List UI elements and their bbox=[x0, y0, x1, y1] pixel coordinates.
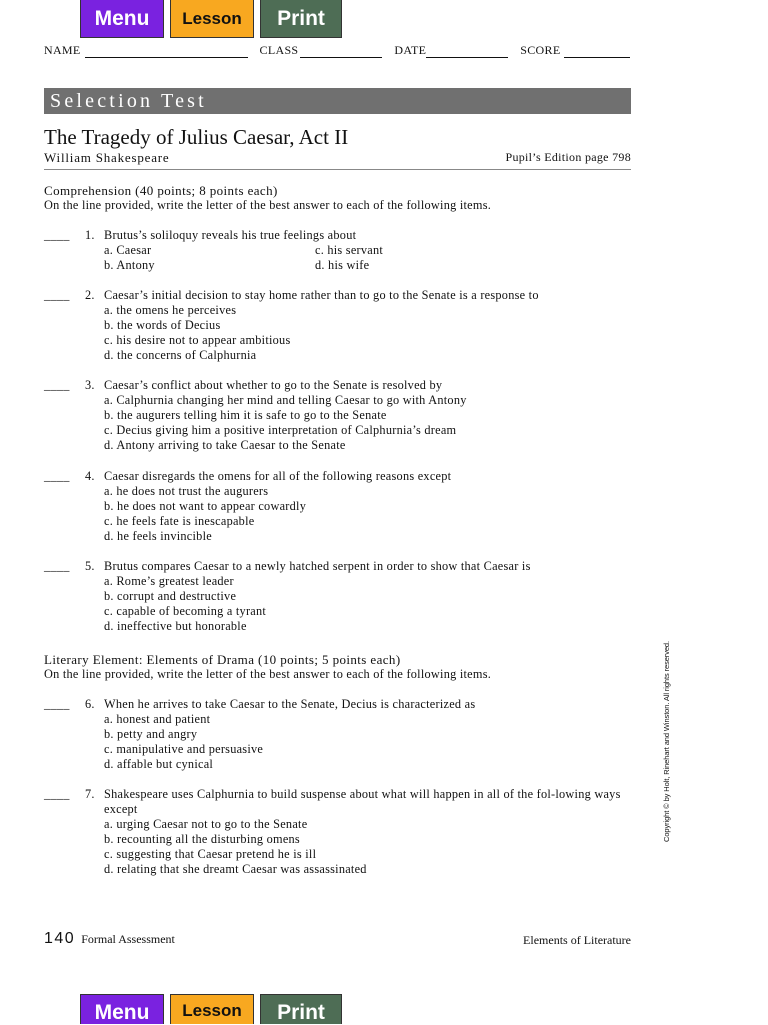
section-heading-comprehension: Comprehension (40 points; 8 points each) bbox=[44, 183, 278, 198]
question-number: 3. bbox=[85, 378, 95, 392]
question-number: 1. bbox=[85, 228, 95, 242]
lesson-button[interactable]: Lesson bbox=[170, 994, 254, 1024]
section-instructions-comprehension: On the line provided, write the letter of the best answer to each of the following items. bbox=[44, 198, 492, 212]
choice-a: a. the omens he perceives bbox=[104, 303, 237, 317]
menu-button[interactable]: Menu bbox=[80, 0, 164, 38]
author-row bbox=[44, 150, 631, 166]
footer-label: Formal Assessment bbox=[81, 932, 175, 946]
choice-a: a. Calphurnia changing her mind and telling Caesar to go with Antony bbox=[104, 393, 467, 407]
choice-c: c. manipulative and persuasive bbox=[104, 742, 264, 756]
student-info-row bbox=[44, 43, 634, 58]
question-7 bbox=[44, 787, 644, 877]
question-4 bbox=[44, 469, 644, 544]
choice-c: c. Decius giving him a positive interpretation of Calphurnia’s dream bbox=[104, 423, 457, 437]
question-number: 2. bbox=[85, 288, 95, 302]
answer-blank[interactable]: ____ bbox=[44, 288, 70, 302]
score-line bbox=[564, 45, 630, 58]
section-instructions-drama: On the line provided, write the letter of the best answer to each of the following items. bbox=[44, 667, 492, 681]
name-line bbox=[85, 45, 248, 58]
choice-b: b. Antony bbox=[104, 258, 155, 272]
choice-c: c. capable of becoming a tyrant bbox=[104, 604, 267, 618]
answer-blank[interactable]: ____ bbox=[44, 787, 70, 801]
question-stem: Caesar’s conflict about whether to go to the Senate is resolved by bbox=[104, 378, 443, 392]
choice-c: c. his servant bbox=[315, 243, 384, 257]
choice-a: a. honest and patient bbox=[104, 712, 211, 726]
choice-c: c. suggesting that Caesar pretend he is ill bbox=[104, 847, 317, 861]
choice-d: d. the concerns of Calphurnia bbox=[104, 348, 257, 362]
question-number: 5. bbox=[85, 559, 95, 573]
footer-left bbox=[44, 930, 175, 948]
question-number: 4. bbox=[85, 469, 95, 483]
choice-a: a. he does not trust the augurers bbox=[104, 484, 269, 498]
question-number: 7. bbox=[85, 787, 95, 801]
choice-b: b. petty and angry bbox=[104, 727, 198, 741]
answer-blank[interactable]: ____ bbox=[44, 559, 70, 573]
choice-a: a. Caesar bbox=[104, 243, 152, 257]
question-stem: Brutus’s soliloquy reveals his true feelings about bbox=[104, 228, 357, 242]
choice-c: c. his desire not to appear ambitious bbox=[104, 333, 291, 347]
top-nav bbox=[80, 0, 342, 38]
choice-d: d. he feels invincible bbox=[104, 529, 212, 543]
choice-c: c. he feels fate is inescapable bbox=[104, 514, 255, 528]
answer-blank[interactable]: ____ bbox=[44, 378, 70, 392]
question-stem: When he arrives to take Caesar to the Senate, Decius is characterized as bbox=[104, 697, 476, 711]
question-number: 6. bbox=[85, 697, 95, 711]
date-label: DATE bbox=[394, 43, 427, 57]
question-stem: Caesar’s initial decision to stay home rather than to go to the Senate is a response to bbox=[104, 288, 539, 302]
page-title: The Tragedy of Julius Caesar, Act II bbox=[44, 125, 349, 149]
choice-d: d. his wife bbox=[315, 258, 370, 272]
choice-b: b. he does not want to appear cowardly bbox=[104, 499, 307, 513]
choice-b: b. the words of Decius bbox=[104, 318, 221, 332]
answer-blank[interactable]: ____ bbox=[44, 228, 70, 242]
choice-b: b. corrupt and destructive bbox=[104, 589, 237, 603]
print-button[interactable]: Print bbox=[260, 0, 342, 38]
bottom-nav bbox=[80, 994, 342, 1024]
choice-b: b. recounting all the disturbing omens bbox=[104, 832, 300, 846]
divider bbox=[44, 169, 631, 170]
answer-blank[interactable]: ____ bbox=[44, 469, 70, 483]
answer-blank[interactable]: ____ bbox=[44, 697, 70, 711]
copyright-notice: Copyright © by Holt, Rinehart and Winston. All rights reserved. bbox=[662, 641, 671, 842]
class-label: CLASS bbox=[259, 43, 299, 57]
date-line bbox=[426, 45, 508, 58]
choice-d: d. affable but cynical bbox=[104, 757, 214, 771]
score-label: SCORE bbox=[520, 43, 561, 57]
section-heading-drama: Literary Element: Elements of Drama (10 points; 5 points each) bbox=[44, 652, 401, 667]
choice-b: b. the augurers telling him it is safe to go to the Senate bbox=[104, 408, 387, 422]
question-2 bbox=[44, 288, 644, 363]
question-stem: Brutus compares Caesar to a newly hatched serpent in order to show that Caesar is bbox=[104, 559, 531, 573]
class-line bbox=[300, 45, 382, 58]
choice-d: d. relating that she dreamt Caesar was assassinated bbox=[104, 862, 367, 876]
choice-d: d. ineffective but honorable bbox=[104, 619, 247, 633]
selection-test-banner: Selection Test bbox=[44, 88, 631, 114]
question-3 bbox=[44, 378, 644, 453]
choice-a: a. Rome’s greatest leader bbox=[104, 574, 234, 588]
lesson-button[interactable]: Lesson bbox=[170, 0, 254, 38]
question-6 bbox=[44, 697, 644, 772]
name-label: NAME bbox=[44, 43, 81, 57]
question-5 bbox=[44, 559, 644, 634]
edition-page: Pupil’s Edition page 798 bbox=[505, 150, 631, 164]
choice-a: a. urging Caesar not to go to the Senate bbox=[104, 817, 308, 831]
page-number: 140 bbox=[44, 930, 76, 947]
author: William Shakespeare bbox=[44, 150, 170, 165]
question-stem: Shakespeare uses Calphurnia to build suspense about what will happen in all of the fol-lowing ways except bbox=[104, 787, 621, 816]
question-1 bbox=[44, 228, 644, 273]
menu-button[interactable]: Menu bbox=[80, 994, 164, 1024]
print-button[interactable]: Print bbox=[260, 994, 342, 1024]
question-stem: Caesar disregards the omens for all of the following reasons except bbox=[104, 469, 452, 483]
choice-d: d. Antony arriving to take Caesar to the Senate bbox=[104, 438, 346, 452]
footer-right: Elements of Literature bbox=[523, 933, 631, 947]
